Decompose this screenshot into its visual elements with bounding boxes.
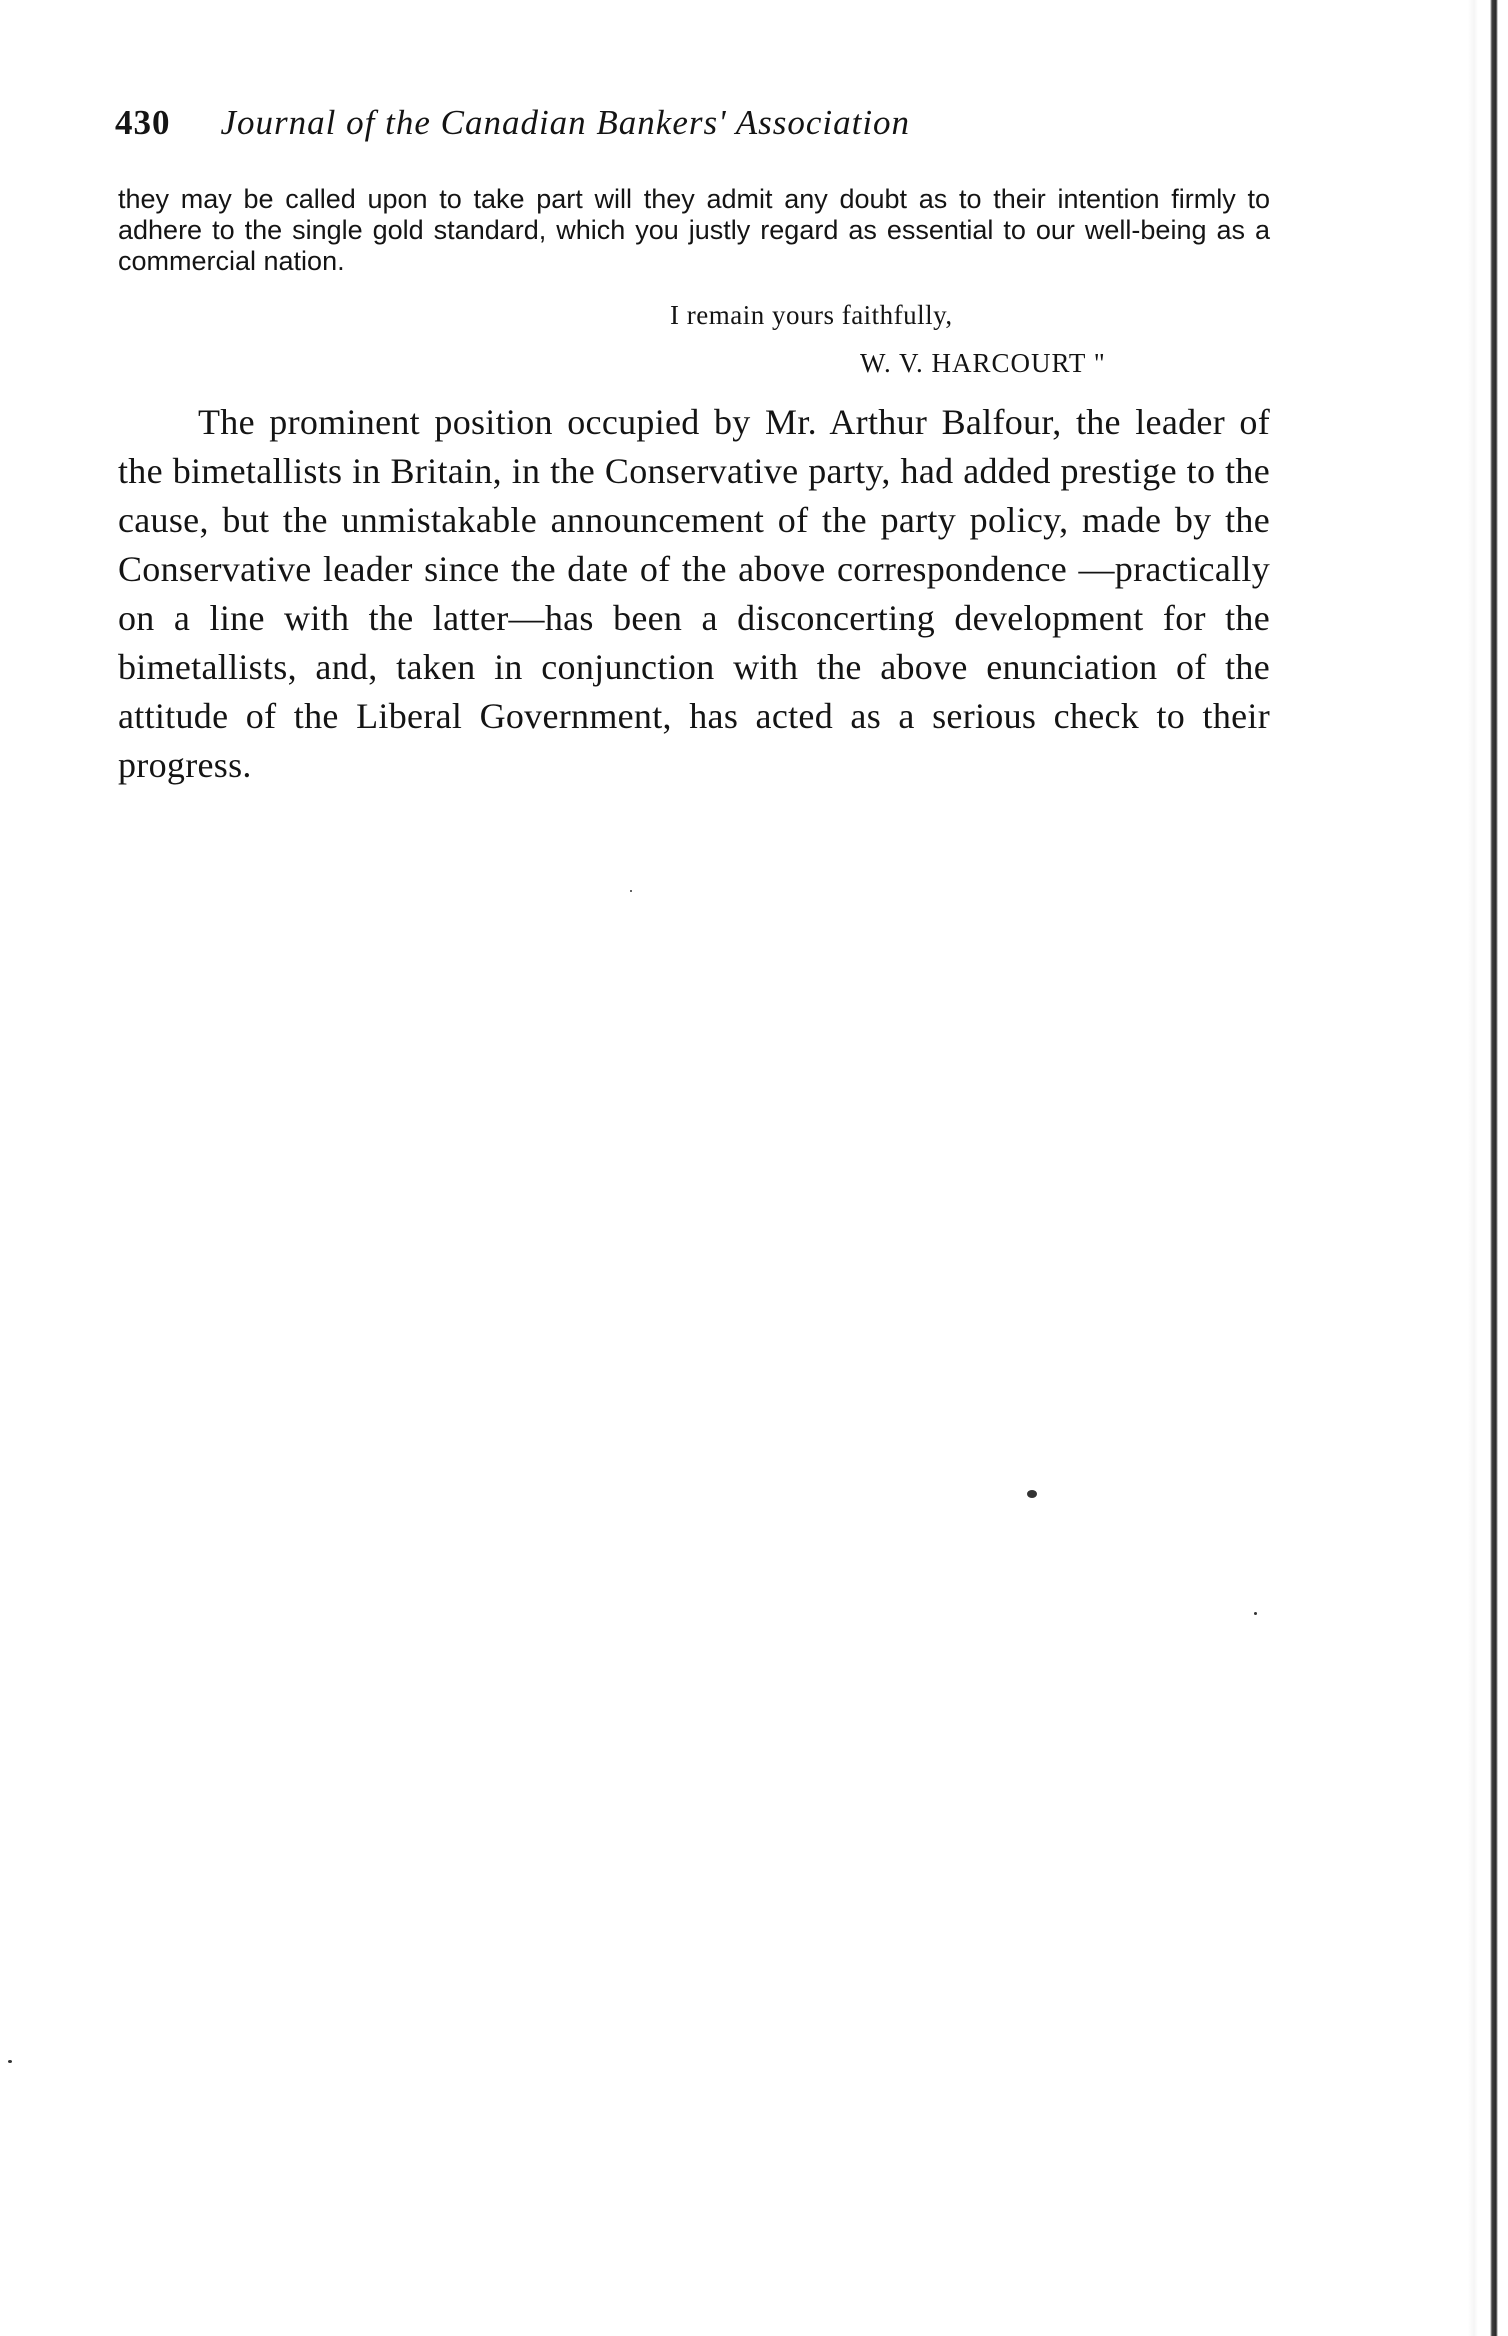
scan-speck — [1254, 1612, 1257, 1615]
page-number: 430 — [115, 103, 171, 142]
letter-signature: W. V. HARCOURT " — [860, 348, 1106, 378]
letter-closing: I remain yours faithfully, — [670, 300, 953, 330]
running-head — [115, 98, 1115, 148]
scan-binding-edge — [1468, 0, 1508, 2336]
scan-speck — [1027, 1490, 1037, 1498]
letter-body: they may be called upon to take part will they admit any doubt as to their intention firmly to adhere to the single gold standard, which you justly regard as essential to our well-being as a commercial nation. — [118, 184, 1270, 276]
scan-speck — [630, 890, 632, 892]
journal-title: Journal of the Canadian Bankers' Association — [220, 103, 911, 142]
body-paragraph: The prominent position occupied by Mr. Arthur Balfour, the leader of the bimetallists in Britain, in the Conservative party, had added prestige to the cause, but the unmistakable announcement of the party policy, made by the Conservative leader since the date of the above correspondence —practically on a line with the latter—has been a disconcerting development for the bimetallists, and, taken in conjunction with the above enunciation of the attitude of the Liberal Government, has acted as a serious check to their progress. — [118, 402, 1270, 785]
scan-speck — [8, 2060, 12, 2063]
